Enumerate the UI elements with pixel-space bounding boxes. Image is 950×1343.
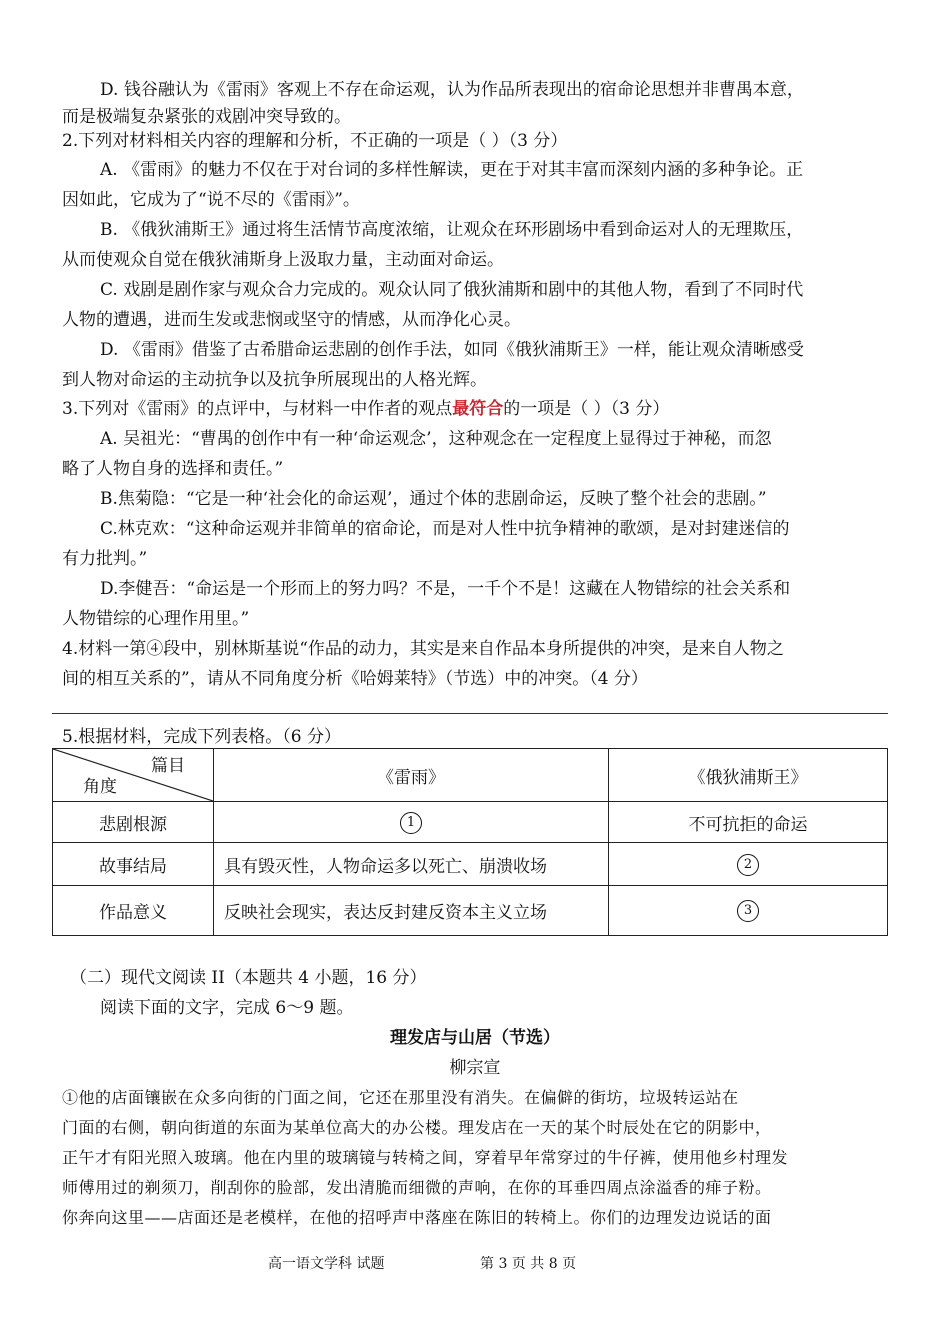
question-2: 2.下列对材料相关内容的理解和分析，不正确的一项是（ ）（3 分） xyxy=(62,131,568,151)
row-label: 故事结局 xyxy=(53,843,214,886)
blank-marker-2[interactable] xyxy=(609,843,888,886)
q2-option-a-line2: 因如此，它成为了“说不尽的《雷雨》”。 xyxy=(62,190,360,210)
q2-option-b-line1: B. 《俄狄浦斯王》通过将生活情节高度浓缩，让观众在环形剧场中看到命运对人的无理欺压， xyxy=(100,220,804,240)
q3-option-c-line1: C.林克欢：“这种命运观并非简单的宿命论，而是对人性中抗争精神的歌颂，是对封建迷信的 xyxy=(100,519,790,539)
q1-option-d-line1: D. 钱谷融认为《雷雨》客观上不存在命运观，认为作品所表现出的宿命论思想并非曹禺本意， xyxy=(100,80,804,100)
q2-option-d-line2: 到人物对命运的主动抗争以及抗争所展现出的人格光辉。 xyxy=(62,370,487,390)
paragraph-1-line5: 你奔向这里——店面还是老模样，在他的招呼声中落座在陈旧的转椅上。你们的边理发边说话的面 xyxy=(62,1208,772,1227)
circled-number-3-icon: 3 xyxy=(737,900,759,922)
question-3-suffix: 的一项是（ ）（3 分） xyxy=(503,399,670,419)
diagonal-line xyxy=(53,749,213,801)
table-row xyxy=(53,843,888,886)
blank-marker-3[interactable] xyxy=(609,886,888,936)
corner-bottom-label: 角度 xyxy=(83,777,117,797)
article-author: 柳宗宣 xyxy=(449,1058,501,1078)
table-row xyxy=(53,886,888,936)
footer-page-number: 第 3 页 共 8 页 xyxy=(480,1256,577,1272)
q3-option-b: B.焦菊隐：“它是一种‘社会化的命运观’，通过个体的悲剧命运，反映了整个社会的悲剧。” xyxy=(100,489,767,509)
q3-option-a-line2: 略了人物自身的选择和责任。” xyxy=(62,459,284,479)
table-header-row xyxy=(53,749,888,802)
row-label: 悲剧根源 xyxy=(53,802,214,843)
paragraph-1-line4: 师傅用过的剃须刀，削刮你的脸部，发出清脆而细微的声响，在你的耳垂四周点涂溢香的痱子粉。 xyxy=(62,1178,772,1197)
paragraph-1-line3: 正午才有阳光照入玻璃。他在内里的玻璃镜与转椅之间，穿着早年常穿过的牛仔裤，使用他乡村理发 xyxy=(62,1148,789,1167)
q2-option-b-line2: 从而使观众自觉在俄狄浦斯身上汲取力量，主动面对命运。 xyxy=(62,250,504,270)
answer-table xyxy=(52,748,888,936)
divider xyxy=(52,713,888,714)
footer-subject: 高一语文学科 试题 xyxy=(268,1256,385,1272)
circled-number-2-icon: 2 xyxy=(737,854,759,876)
blank-marker-1[interactable] xyxy=(214,802,609,843)
row-label: 作品意义 xyxy=(53,886,214,936)
article-title: 理发店与山居（节选） xyxy=(390,1028,560,1048)
table-cell: 反映社会现实，表达反封建反资本主义立场 xyxy=(214,886,609,936)
table-corner-cell xyxy=(53,749,214,802)
q1-option-d-line2: 而是极端复杂紧张的戏剧冲突导致的。 xyxy=(62,107,351,127)
question-3-emphasis: 最符合 xyxy=(452,399,504,419)
section-2-instruction: 阅读下面的文字，完成 6～9 题。 xyxy=(100,998,354,1018)
question-4-line2: 间的相互关系的”，请从不同角度分析《哈姆莱特》（节选）中的冲突。（4 分） xyxy=(62,669,648,689)
q3-option-c-line2: 有力批判。” xyxy=(62,549,148,569)
paragraph-1-line1: ①他的店面镶嵌在众多向街的门面之间，它还在那里没有消失。在偏僻的街坊，垃圾转运站在 xyxy=(62,1088,739,1107)
question-3-prefix: 3.下列对《雷雨》的点评中，与材料一中作者的观点 xyxy=(62,399,453,419)
column-header-leiyu: 《雷雨》 xyxy=(214,749,609,802)
q2-option-d-line1: D. 《雷雨》借鉴了古希腊命运悲剧的创作手法，如同《俄狄浦斯王》一样，能让观众清晰感受 xyxy=(100,340,804,360)
circled-number-1-icon: 1 xyxy=(400,812,422,834)
table-cell: 具有毁灭性，人物命运多以死亡、崩溃收场 xyxy=(214,843,609,886)
question-4-line1: 4.材料一第④段中，别林斯基说“作品的动力，其实是来自作品本身所提供的冲突，是来自人物之 xyxy=(62,639,784,659)
question-3 xyxy=(62,394,888,424)
paragraph-1-line2: 门面的右侧，朝向街道的东面为某单位高大的办公楼。理发店在一天的某个时辰处在它的阴影中， xyxy=(62,1118,772,1137)
q3-option-a-line1: A. 吴祖光：“曹禺的创作中有一种‘命运观念’，这种观念在一定程度上显得过于神秘，而忽 xyxy=(100,429,772,449)
section-2-heading: （二）现代文阅读 II（本题共 4 小题，16 分） xyxy=(70,968,427,988)
q3-option-d-line1: D.李健吾：“命运是一个形而上的努力吗？不是，一千个不是！这藏在人物错综的社会关系和 xyxy=(100,579,791,599)
q2-option-a-line1: A. 《雷雨》的魅力不仅在于对台词的多样性解读，更在于对其丰富而深刻内涵的多种争论。正 xyxy=(100,160,804,180)
question-5: 5.根据材料，完成下列表格。（6 分） xyxy=(62,727,341,747)
q2-option-c-line1: C. 戏剧是剧作家与观众合力完成的。观众认同了俄狄浦斯和剧中的其他人物，看到了不同时代 xyxy=(100,280,804,300)
q3-option-d-line2: 人物错综的心理作用里。” xyxy=(62,609,250,629)
table-row xyxy=(53,802,888,843)
q2-option-c-line2: 人物的遭遇，进而生发或悲悯或坚守的情感，从而净化心灵。 xyxy=(62,310,521,330)
corner-top-label: 篇目 xyxy=(151,756,185,776)
table-cell: 不可抗拒的命运 xyxy=(609,802,888,843)
column-header-oedipus: 《俄狄浦斯王》 xyxy=(609,749,888,802)
